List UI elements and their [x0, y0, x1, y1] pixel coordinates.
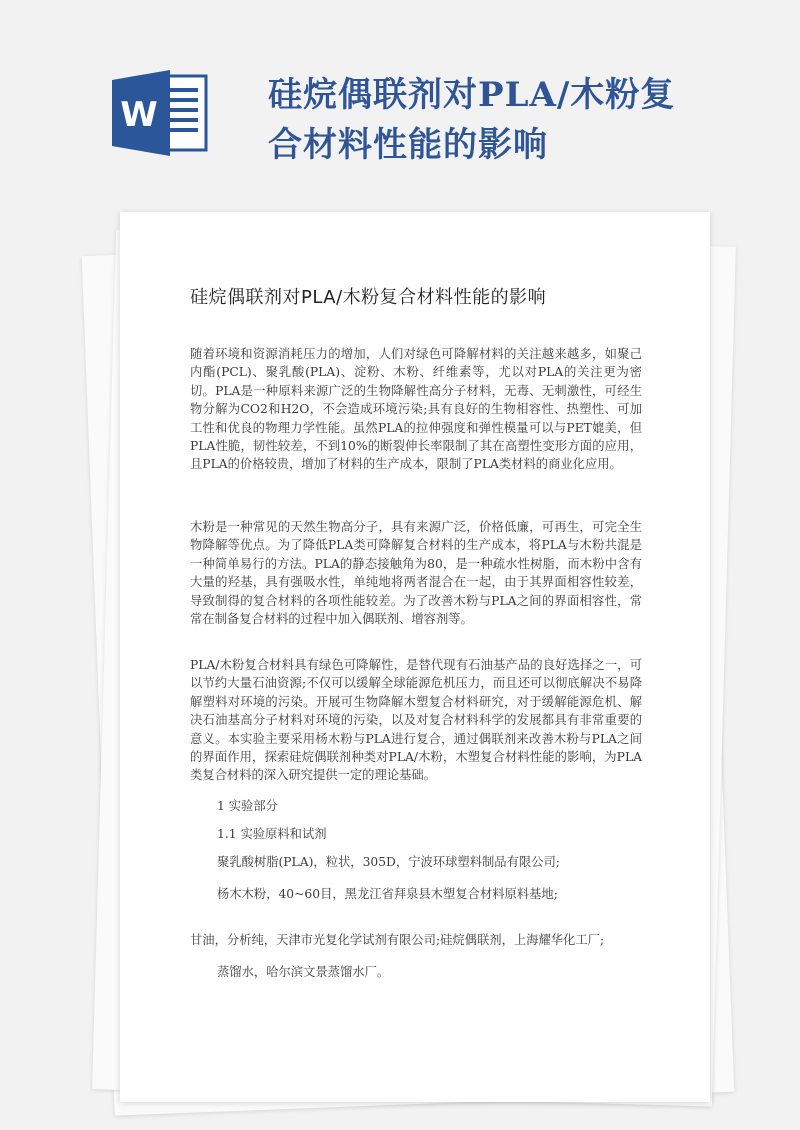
material-item: 聚乳酸树脂(PLA)，粒状，305D，宁波环球塑料制品有限公司; — [217, 855, 560, 869]
section-heading: 1 实验部分 — [217, 799, 278, 813]
material-item: 甘油，分析纯，天津市光复化学试剂有限公司;硅烷偶联剂，上海耀华化工厂; — [190, 933, 605, 947]
word-icon-letter: W — [120, 95, 158, 135]
header-title-line2: 合材料性能的影响 — [268, 125, 548, 165]
word-icon — [112, 70, 212, 156]
material-item: 蒸馏水，哈尔滨文景蒸馏水厂。 — [217, 965, 390, 979]
material-item: 杨木木粉，40~60目，黑龙江省拜泉县木塑复合材料原料基地; — [217, 887, 558, 901]
article-title: 硅烷偶联剂对PLA/木粉复合材料性能的影响 — [190, 287, 547, 308]
header-title — [268, 70, 768, 170]
paragraph: 随着环境和资源消耗压力的增加，人们对绿色可降解材料的关注越来越多，如聚己内酯(PCL)、聚乳酸(PLA)、淀粉、木粉、纤维素等，尤以对PLA的关注更为密切。PLA是一种原料来源广泛的生物降解性高分子材料，无毒、无刺激性，可经生物分解为CO2和H2O，不会造成环境污染;具有良好的生物相容性、热塑性、可加工性和优良的物理力学性能。虽然PLA的拉伸强度和弹性模量可以与PET媲美，但PLA性脆，韧性较差，不到10%的断裂伸长率限制了其在高塑性变形方面的应用，且PLA的价格较贵，增加了材料的生产成本，限制了PLA类材料的商业化应用。 — [190, 347, 642, 472]
header-title-line1: 硅烷偶联剂对PLA/木粉复 — [268, 75, 676, 115]
subsection-heading: 1.1 实验原料和试剂 — [217, 827, 327, 841]
paragraph: PLA/木粉复合材料具有绿色可降解性，是替代现有石油基产品的良好选择之一，可以节约大量石油资源;不仅可以缓解全球能源危机压力，而且还可以彻底解决不易降解塑料对环境的污染。开展可生物降解木塑复合材料研究，对于缓解能源危机、解决石油基高分子材料对环境的污染，以及对复合材料科学的发展都具有非常重要的意义。本实验主要采用杨木粉与PLA进行复合，通过偶联剂来改善木粉与PLA之间的界面作用，探索硅烷偶联剂种类对PLA/木粉，木塑复合材料性能的影响，为PLA类复合材料的深入研究提供一定的理论基础。 — [190, 658, 642, 783]
paragraph: 木粉是一种常见的天然生物高分子，具有来源广泛，价格低廉，可再生，可完全生物降解等优点。为了降低PLA类可降解复合材料的生产成本，将PLA与木粉共混是一种简单易行的方法。PLA的静态接触角为80，是一种疏水性树脂，而木粉中含有大量的羟基，具有强吸水性，单纯地将两者混合在一起，由于其界面相容性较差，导致制得的复合材料的各项性能较差。为了改善木粉与PLA之间的界面相容性，常常在制备复合材料的过程中加入偶联剂、增容剂等。 — [190, 520, 642, 627]
header — [0, 0, 800, 215]
